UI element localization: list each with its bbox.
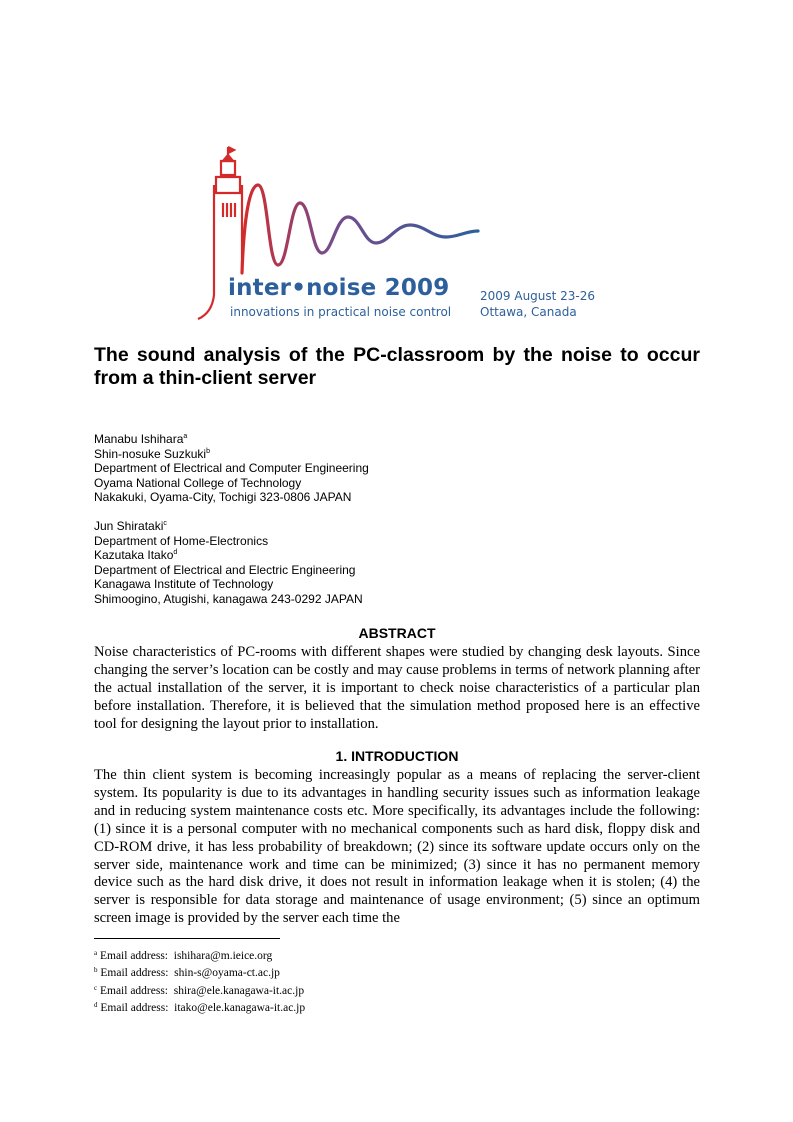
footnote-item: $^d$ Email address: itako@ele.kanagawa-it.ac.jp (94, 1001, 306, 1015)
affiliation-line: Department of Home-Electronics (94, 533, 269, 548)
author-3 (94, 519, 594, 534)
email-link[interactable]: itako@ele.kanagawa-it.ac.jp (174, 1002, 306, 1015)
author-mark: a (183, 433, 188, 440)
affiliation-line: Nakakuki, Oyama-City, Tochigi 323-0806 JAPAN (94, 490, 352, 505)
footnotes (94, 946, 494, 1016)
conference-tagline: innovations in practical noise control (230, 305, 452, 319)
author-1 (94, 432, 594, 447)
conference-location: Ottawa, Canada (480, 305, 577, 319)
author-4 (94, 548, 594, 563)
footnote-item: $^b$ Email address: shin-s@oyama-ct.ac.jp (94, 966, 280, 980)
footnote-divider (94, 938, 280, 939)
author-mark: b (206, 447, 210, 455)
author-name: Shin-nosuke Suzkuki (94, 446, 207, 461)
email-link[interactable]: shira@ele.kanagawa-it.ac.jp (173, 984, 305, 997)
noise-wave-icon (242, 185, 478, 273)
footnote-item: $^a$ Email address: ishihara@m.ieice.org (94, 949, 273, 962)
conference-date: 2009 August 23-26 (480, 289, 596, 303)
author-2 (94, 447, 594, 462)
introduction-heading: 1. INTRODUCTION (335, 748, 459, 764)
abstract-heading: ABSTRACT (358, 625, 436, 641)
author-name: Manabu Ishihara (94, 432, 184, 446)
conference-date-location (480, 288, 595, 320)
paper-title: The sound analysis of the PC-classroom by the noise to occur from a thin-client server (94, 344, 700, 389)
introduction-text: The thin client system is becoming increasingly popular as a means of replacing the server-client system. Its popularity is due to its advantages in handling security issues such as information leakage and in reducing system maintenance costs etc. More specifically, its advantages include the following: (1) since it is a personal computer with no mechanical components such as hard disk, floppy disk and CD-ROM drive, it has less probability of breakdown; (2) since its software update occurs only on the server side, maintenance work and time can be minimized; (3) since it has no permanent memory device such as the hard disk drive, it does not result in information leakage when it is stolen; (4) the server is responsible for data storage and maintenance of usage environment; (5) since an optimum screen image is provided by the server each time the (94, 767, 700, 927)
affiliation-line: Kanagawa Institute of Technology (94, 577, 274, 592)
conference-name: inter•noise 2009 (228, 275, 450, 301)
conference-logo (196, 145, 616, 325)
author-block (94, 432, 594, 607)
affiliation-line: Shimoogino, Atugishi, kanagawa 243-0292 JAPAN (94, 591, 363, 606)
author-mark: c (163, 519, 167, 527)
abstract-text: Noise characteristics of PC-rooms with different shapes were studied by changing desk layouts. Since changing the server’s location can be costly and may cause problems in terms of network planning after the actual installation of the server, it is important to check noise characteristics of a particular plan before installation. Therefore, it is believed that the simulation method proposed here is an effective tool for designing the layout prior to installation. (94, 644, 700, 732)
author-name: Jun Shirataki (94, 518, 164, 533)
affiliation-line: Oyama National College of Technology (94, 475, 302, 490)
affiliation-line: Department of Electrical and Computer Engineering (94, 461, 369, 476)
email-link[interactable]: ishihara@m.ieice.org (173, 950, 273, 962)
affiliation-line: Department of Electrical and Electric Engineering (94, 562, 356, 577)
author-mark: d (173, 549, 178, 557)
author-name: Kazutaka Itako (94, 548, 174, 563)
footnote-item: $^c$ Email address: shira@ele.kanagawa-it.ac.jp (94, 983, 305, 997)
email-link[interactable]: shin-s@oyama-ct.ac.jp (174, 967, 280, 980)
